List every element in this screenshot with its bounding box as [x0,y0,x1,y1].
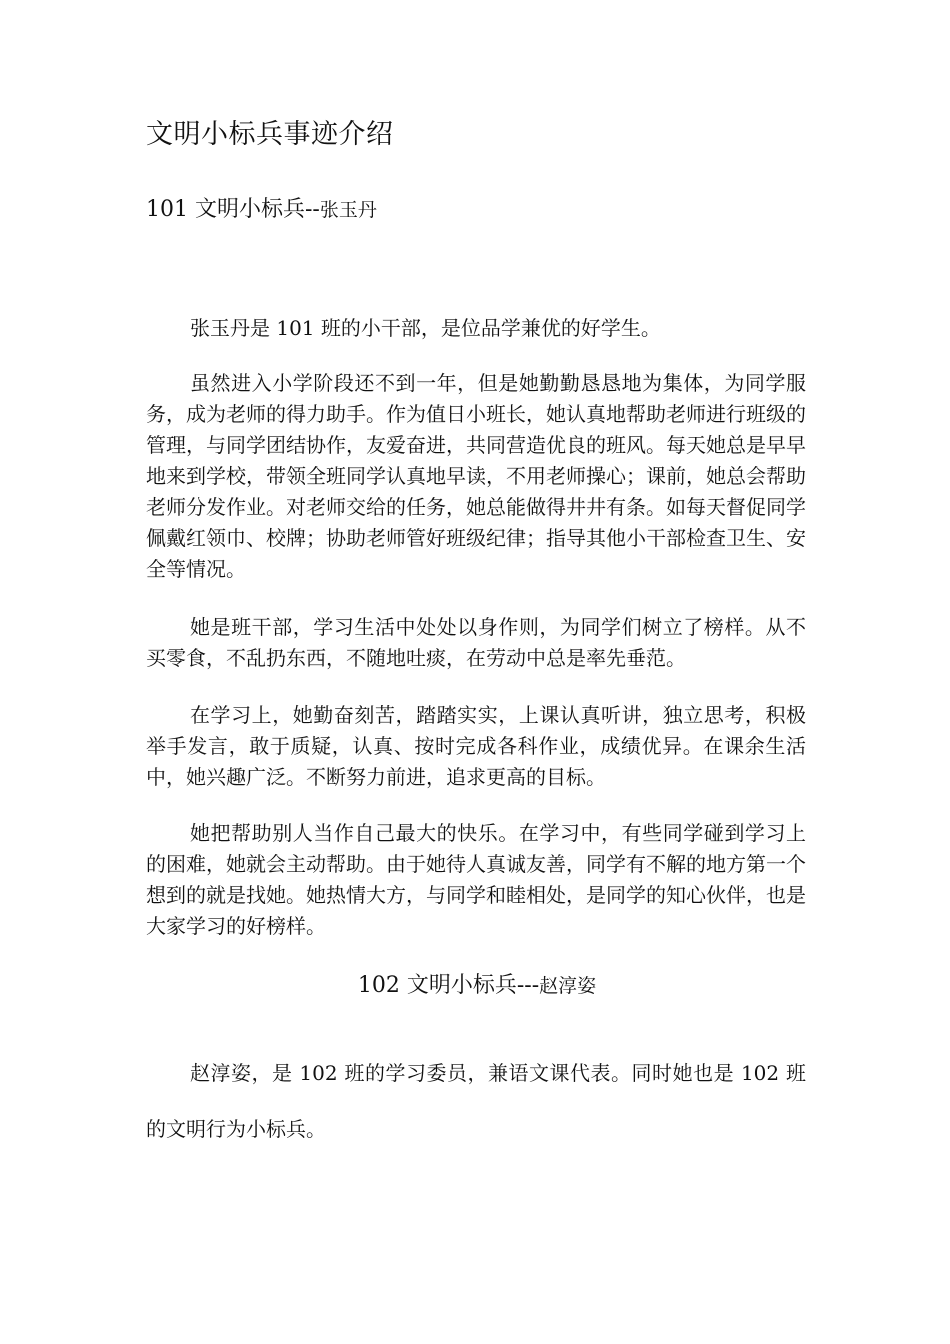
paragraph: 虽然进入小学阶段还不到一年，但是她勤勤恳恳地为集体，为同学服务，成为老师的得力助手。作为值日小班长，她认真地帮助老师进行班级的管理，与同学团结协作，友爱奋进，共同营造优良的班风。每天她总是早早地来到学校，带领全班同学认真地早读，不用老师操心；课前，她总会帮助老师分发作业。对老师交给的任务，她总能做得井井有条。如每天督促同学佩戴红领巾、校牌；协助老师管好班级纪律；指导其他小干部检查卫生、安全等情况。 [146,371,806,581]
paragraph: 赵淳姿，是 102 班的学习委员，兼语文课代表。同时她也是 102 班的文明行为小标兵。 [146,1061,806,1141]
paragraph: 在学习上，她勤奋刻苦，踏踏实实，上课认真听讲，独立思考，积极举手发言，敢于质疑，认真、按时完成各科作业，成绩优异。在课余生活中，她兴趣广泛。不断努力前进，追求更高的目标。 [146,703,806,789]
section-heading-101 [146,192,377,223]
section-heading-prefix: 101 文明小标兵-- [146,197,320,222]
paragraph: 她把帮助别人当作自己最大的快乐。在学习中，有些同学碰到学习上的困难，她就会主动帮助。由于她待人真诚友善，同学有不解的地方第一个想到的就是找她。她热情大方，与同学和睦相处，是同学的知心伙伴，也是大家学习的好榜样。 [146,821,806,938]
section-heading-name: 赵淳姿 [539,975,597,997]
paragraph: 张玉丹是 101 班的小干部，是位品学兼优的好学生。 [190,316,661,340]
section-heading-102 [0,968,950,999]
paragraph: 她是班干部，学习生活中处处以身作则，为同学们树立了榜样。从不买零食，不乱扔东西，不随地吐痰，在劳动中总是率先垂范。 [146,615,806,670]
section-heading-prefix: 102 文明小标兵--- [357,973,540,998]
section-heading-name: 张玉丹 [319,199,377,221]
document-title: 文明小标兵事迹介绍 [146,119,394,150]
